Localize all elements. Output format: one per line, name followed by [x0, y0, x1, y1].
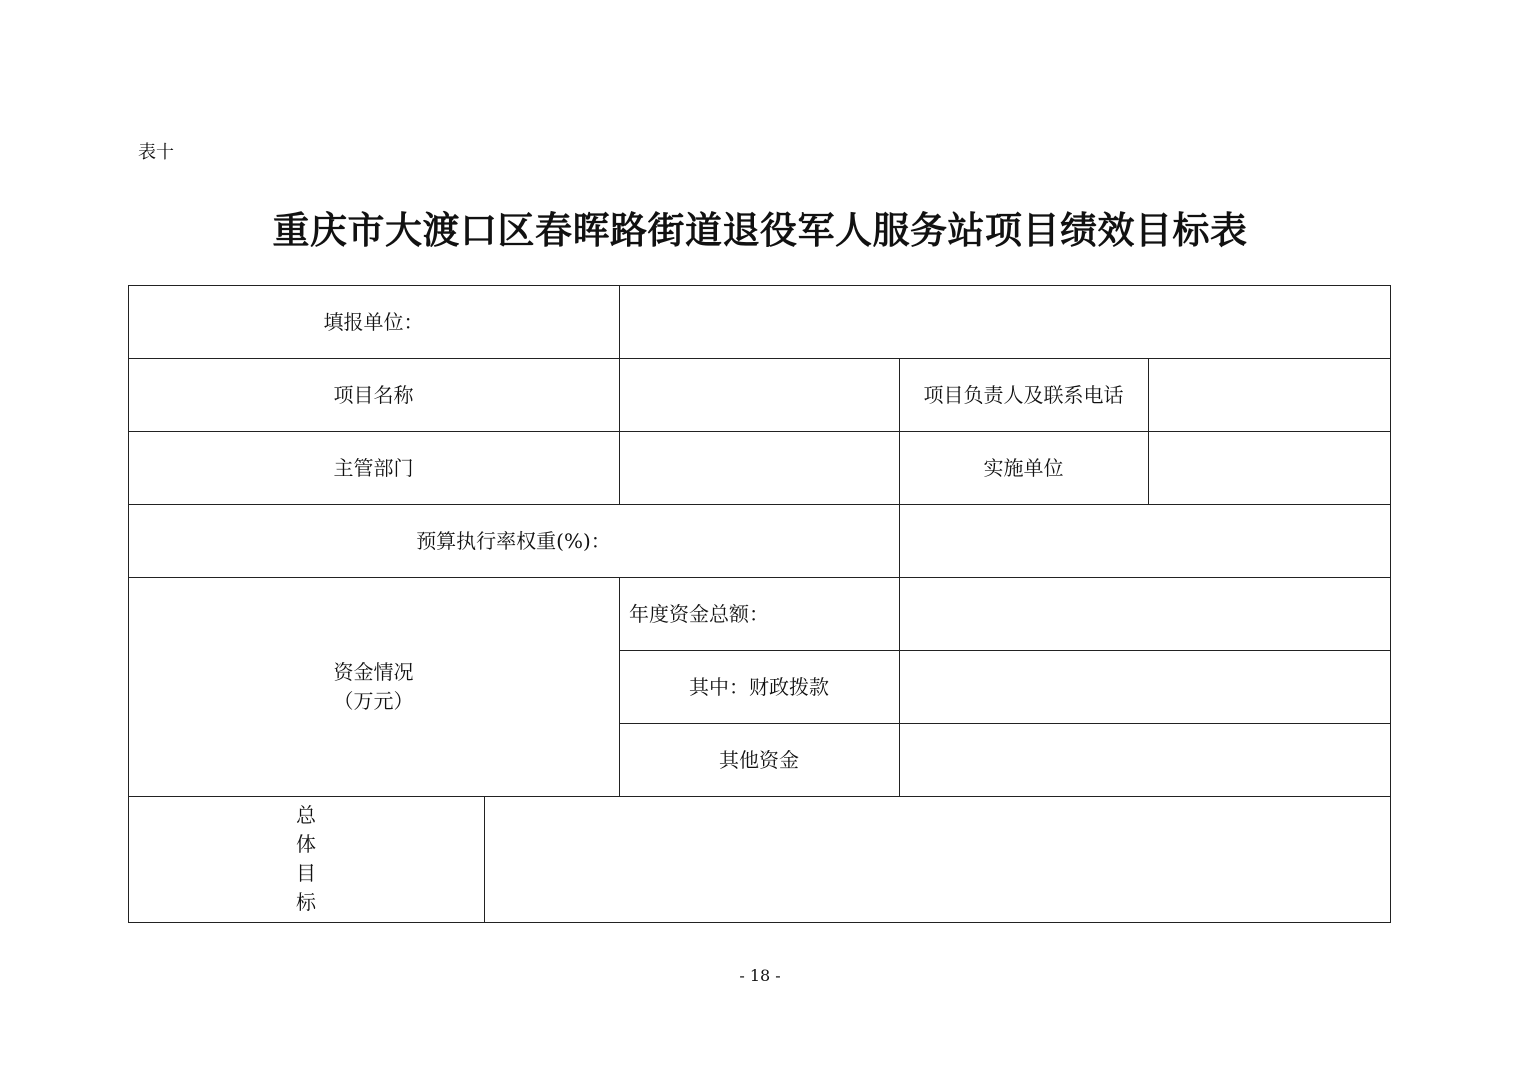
budget-weight-field[interactable]: [899, 504, 1391, 578]
dept-field[interactable]: [619, 431, 900, 505]
impl-unit-label: 实施单位: [899, 431, 1149, 505]
fiscal-label: 其中：财政拨款: [619, 650, 900, 724]
fill-unit-label: [128, 285, 620, 359]
fiscal-field[interactable]: [899, 650, 1391, 724]
project-name-field[interactable]: [619, 358, 900, 432]
overall-goal-label: [128, 796, 485, 923]
budget-weight-label: 预算执行率权重(%)：: [128, 504, 900, 578]
annual-total-label: 年度资金总额：: [619, 577, 900, 651]
overall-goal-field[interactable]: [484, 796, 1391, 923]
overall-goal-char: 标: [296, 890, 316, 914]
project-leader-field[interactable]: [1148, 358, 1391, 432]
funds-label-line2: （万元）: [333, 688, 414, 713]
fill-unit-label-text: 填报单位：: [323, 309, 424, 334]
page-title: 重庆市大渡口区春晖路街道退役军人服务站项目绩效目标表: [272, 208, 1248, 252]
page-number: - 18 -: [739, 966, 781, 985]
funds-label: [128, 577, 620, 797]
annual-total-field[interactable]: [899, 577, 1391, 651]
other-funds-label: 其他资金: [619, 723, 900, 797]
funds-label-line1: 资金情况: [333, 659, 414, 684]
overall-goal-char: 目: [296, 861, 316, 885]
impl-unit-field[interactable]: [1148, 431, 1391, 505]
dept-label: 主管部门: [128, 431, 620, 505]
overall-goal-char: 体: [296, 832, 316, 856]
overall-goal-char: 总: [296, 803, 316, 827]
fill-unit-field[interactable]: [619, 285, 1391, 359]
project-name-label: 项目名称: [128, 358, 620, 432]
other-funds-field[interactable]: [899, 723, 1391, 797]
table-label: 表十: [138, 142, 174, 163]
project-leader-label: 项目负责人及联系电话: [899, 358, 1149, 432]
